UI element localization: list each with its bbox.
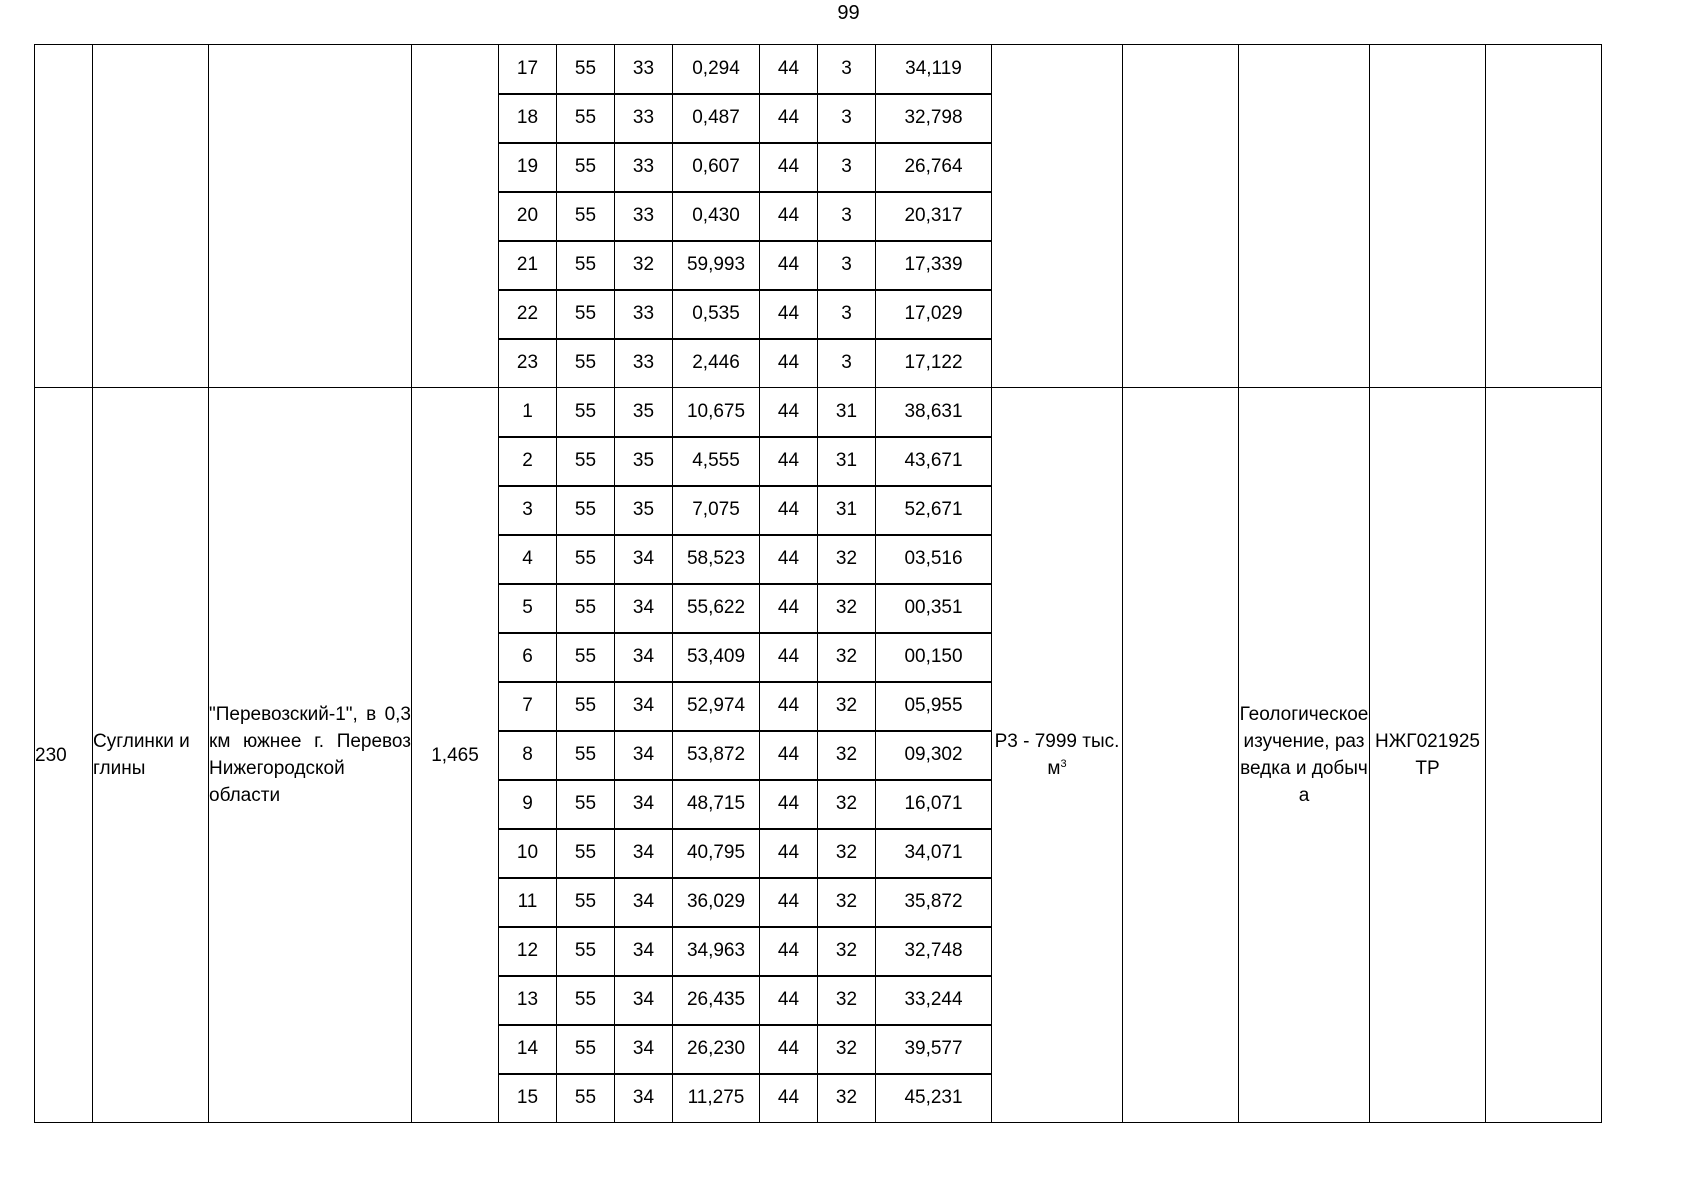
longitude-seconds: 16,071 [876, 780, 992, 829]
latitude-degrees: 55 [557, 535, 615, 584]
longitude-degrees: 44 [760, 682, 818, 731]
longitude-degrees: 44 [760, 290, 818, 339]
latitude-seconds: 7,075 [673, 486, 760, 535]
latitude-minutes: 33 [615, 192, 673, 241]
point-number: 22 [499, 290, 557, 339]
longitude-degrees: 44 [760, 535, 818, 584]
longitude-minutes: 32 [818, 731, 876, 780]
latitude-seconds: 48,715 [673, 780, 760, 829]
latitude-degrees: 55 [557, 682, 615, 731]
longitude-degrees: 44 [760, 241, 818, 290]
latitude-minutes: 34 [615, 535, 673, 584]
longitude-degrees: 44 [760, 437, 818, 486]
latitude-degrees: 55 [557, 584, 615, 633]
point-number: 4 [499, 535, 557, 584]
latitude-minutes: 33 [615, 339, 673, 388]
longitude-minutes: 3 [818, 192, 876, 241]
purpose-of-use: Геологическое изучение, разведка и добыча [1239, 388, 1370, 1123]
longitude-seconds: 20,317 [876, 192, 992, 241]
point-number: 11 [499, 878, 557, 927]
longitude-seconds: 26,764 [876, 143, 992, 192]
longitude-degrees: 44 [760, 143, 818, 192]
point-number: 2 [499, 437, 557, 486]
latitude-seconds: 2,446 [673, 339, 760, 388]
latitude-minutes: 35 [615, 486, 673, 535]
latitude-degrees: 55 [557, 1025, 615, 1074]
latitude-seconds: 40,795 [673, 829, 760, 878]
latitude-seconds: 34,963 [673, 927, 760, 976]
coordinate-row [35, 388, 1602, 437]
latitude-seconds: 4,555 [673, 437, 760, 486]
latitude-degrees: 55 [557, 486, 615, 535]
point-number: 14 [499, 1025, 557, 1074]
record-number: 230 [35, 388, 93, 1123]
latitude-degrees: 55 [557, 1074, 615, 1123]
coordinate-row [35, 45, 1602, 94]
longitude-seconds: 00,150 [876, 633, 992, 682]
latitude-minutes: 34 [615, 731, 673, 780]
longitude-minutes: 3 [818, 94, 876, 143]
longitude-degrees: 44 [760, 633, 818, 682]
latitude-minutes: 34 [615, 976, 673, 1025]
point-number: 1 [499, 388, 557, 437]
longitude-seconds: 32,748 [876, 927, 992, 976]
longitude-seconds: 17,029 [876, 290, 992, 339]
longitude-degrees: 44 [760, 731, 818, 780]
latitude-degrees: 55 [557, 94, 615, 143]
continuation-section [35, 45, 1602, 388]
location-description: "Перевозский-1", в 0,3 км южнее г. Перевоз Нижегородской области [209, 388, 412, 1123]
longitude-seconds: 00,351 [876, 584, 992, 633]
longitude-degrees: 44 [760, 976, 818, 1025]
longitude-minutes: 32 [818, 976, 876, 1025]
point-number: 18 [499, 94, 557, 143]
latitude-degrees: 55 [557, 878, 615, 927]
longitude-minutes: 3 [818, 241, 876, 290]
latitude-degrees: 55 [557, 437, 615, 486]
latitude-degrees: 55 [557, 45, 615, 94]
longitude-minutes: 32 [818, 878, 876, 927]
extra-cell-empty [1123, 45, 1239, 388]
reserves-text: Р3 - 7999 тыс. м [994, 731, 1120, 779]
point-number: 3 [499, 486, 557, 535]
longitude-minutes: 32 [818, 1074, 876, 1123]
longitude-degrees: 44 [760, 780, 818, 829]
extra-cell-empty [1123, 388, 1239, 1123]
longitude-seconds: 03,516 [876, 535, 992, 584]
longitude-seconds: 52,671 [876, 486, 992, 535]
longitude-degrees: 44 [760, 192, 818, 241]
latitude-minutes: 34 [615, 780, 673, 829]
longitude-seconds: 35,872 [876, 878, 992, 927]
latitude-seconds: 55,622 [673, 584, 760, 633]
point-number: 6 [499, 633, 557, 682]
page-number: 99 [837, 2, 860, 24]
longitude-minutes: 3 [818, 290, 876, 339]
location-cell-empty [209, 45, 412, 388]
latitude-degrees: 55 [557, 976, 615, 1025]
longitude-seconds: 38,631 [876, 388, 992, 437]
point-number: 9 [499, 780, 557, 829]
longitude-minutes: 32 [818, 1025, 876, 1074]
latitude-degrees: 55 [557, 339, 615, 388]
point-number: 13 [499, 976, 557, 1025]
latitude-seconds: 10,675 [673, 388, 760, 437]
latitude-minutes: 34 [615, 878, 673, 927]
longitude-minutes: 32 [818, 682, 876, 731]
latitude-minutes: 34 [615, 927, 673, 976]
longitude-seconds: 33,244 [876, 976, 992, 1025]
latitude-minutes: 35 [615, 388, 673, 437]
longitude-seconds: 32,798 [876, 94, 992, 143]
latitude-minutes: 34 [615, 1025, 673, 1074]
area-value: 1,465 [412, 388, 499, 1123]
latitude-minutes: 33 [615, 45, 673, 94]
longitude-degrees: 44 [760, 94, 818, 143]
latitude-seconds: 53,409 [673, 633, 760, 682]
latitude-degrees: 55 [557, 927, 615, 976]
longitude-seconds: 39,577 [876, 1025, 992, 1074]
number-cell-empty [35, 45, 93, 388]
longitude-seconds: 17,122 [876, 339, 992, 388]
longitude-minutes: 32 [818, 829, 876, 878]
longitude-minutes: 32 [818, 780, 876, 829]
longitude-degrees: 44 [760, 927, 818, 976]
latitude-seconds: 36,029 [673, 878, 760, 927]
longitude-minutes: 32 [818, 535, 876, 584]
point-number: 19 [499, 143, 557, 192]
longitude-degrees: 44 [760, 1025, 818, 1074]
point-number: 8 [499, 731, 557, 780]
latitude-seconds: 0,487 [673, 94, 760, 143]
latitude-seconds: 26,435 [673, 976, 760, 1025]
point-number: 5 [499, 584, 557, 633]
latitude-degrees: 55 [557, 388, 615, 437]
point-number: 12 [499, 927, 557, 976]
notes-cell-empty [1486, 388, 1602, 1123]
longitude-seconds: 34,071 [876, 829, 992, 878]
notes-cell-empty [1486, 45, 1602, 388]
longitude-minutes: 3 [818, 339, 876, 388]
longitude-minutes: 3 [818, 143, 876, 192]
latitude-degrees: 55 [557, 780, 615, 829]
latitude-seconds: 0,430 [673, 192, 760, 241]
latitude-seconds: 26,230 [673, 1025, 760, 1074]
latitude-seconds: 0,535 [673, 290, 760, 339]
longitude-minutes: 32 [818, 633, 876, 682]
point-number: 7 [499, 682, 557, 731]
point-number: 15 [499, 1074, 557, 1123]
area-cell-empty [412, 45, 499, 388]
latitude-degrees: 55 [557, 633, 615, 682]
latitude-minutes: 34 [615, 829, 673, 878]
record-230-section [35, 388, 1602, 1123]
point-number: 21 [499, 241, 557, 290]
longitude-degrees: 44 [760, 388, 818, 437]
latitude-seconds: 53,872 [673, 731, 760, 780]
longitude-degrees: 44 [760, 486, 818, 535]
latitude-degrees: 55 [557, 192, 615, 241]
latitude-degrees: 55 [557, 143, 615, 192]
latitude-minutes: 34 [615, 584, 673, 633]
latitude-seconds: 58,523 [673, 535, 760, 584]
longitude-seconds: 09,302 [876, 731, 992, 780]
subsoil-registry-table [34, 44, 1602, 1123]
longitude-degrees: 44 [760, 584, 818, 633]
latitude-seconds: 0,607 [673, 143, 760, 192]
longitude-degrees: 44 [760, 829, 818, 878]
longitude-seconds: 17,339 [876, 241, 992, 290]
latitude-degrees: 55 [557, 241, 615, 290]
latitude-minutes: 34 [615, 1074, 673, 1123]
longitude-degrees: 44 [760, 878, 818, 927]
mineral-name: Суглинки и глины [93, 388, 209, 1123]
longitude-minutes: 32 [818, 927, 876, 976]
point-number: 20 [499, 192, 557, 241]
reserves-unit-superscript: 3 [1060, 758, 1067, 770]
latitude-minutes: 33 [615, 94, 673, 143]
longitude-minutes: 3 [818, 45, 876, 94]
longitude-minutes: 32 [818, 584, 876, 633]
longitude-degrees: 44 [760, 339, 818, 388]
longitude-minutes: 31 [818, 388, 876, 437]
point-number: 23 [499, 339, 557, 388]
longitude-minutes: 31 [818, 437, 876, 486]
longitude-seconds: 34,119 [876, 45, 992, 94]
reserves-value [992, 388, 1123, 1123]
reserves-cell-empty [992, 45, 1123, 388]
longitude-minutes: 31 [818, 486, 876, 535]
latitude-seconds: 52,974 [673, 682, 760, 731]
license-number: НЖГ021925ТР [1370, 388, 1486, 1123]
latitude-minutes: 33 [615, 143, 673, 192]
longitude-seconds: 45,231 [876, 1074, 992, 1123]
latitude-minutes: 34 [615, 682, 673, 731]
longitude-seconds: 05,955 [876, 682, 992, 731]
mineral-cell-empty [93, 45, 209, 388]
point-number: 17 [499, 45, 557, 94]
point-number: 10 [499, 829, 557, 878]
latitude-seconds: 0,294 [673, 45, 760, 94]
purpose-cell-empty [1239, 45, 1370, 388]
latitude-minutes: 35 [615, 437, 673, 486]
latitude-degrees: 55 [557, 290, 615, 339]
longitude-degrees: 44 [760, 45, 818, 94]
latitude-seconds: 59,993 [673, 241, 760, 290]
latitude-degrees: 55 [557, 731, 615, 780]
longitude-seconds: 43,671 [876, 437, 992, 486]
latitude-seconds: 11,275 [673, 1074, 760, 1123]
latitude-degrees: 55 [557, 829, 615, 878]
latitude-minutes: 34 [615, 633, 673, 682]
longitude-degrees: 44 [760, 1074, 818, 1123]
license-cell-empty [1370, 45, 1486, 388]
latitude-minutes: 33 [615, 290, 673, 339]
latitude-minutes: 32 [615, 241, 673, 290]
